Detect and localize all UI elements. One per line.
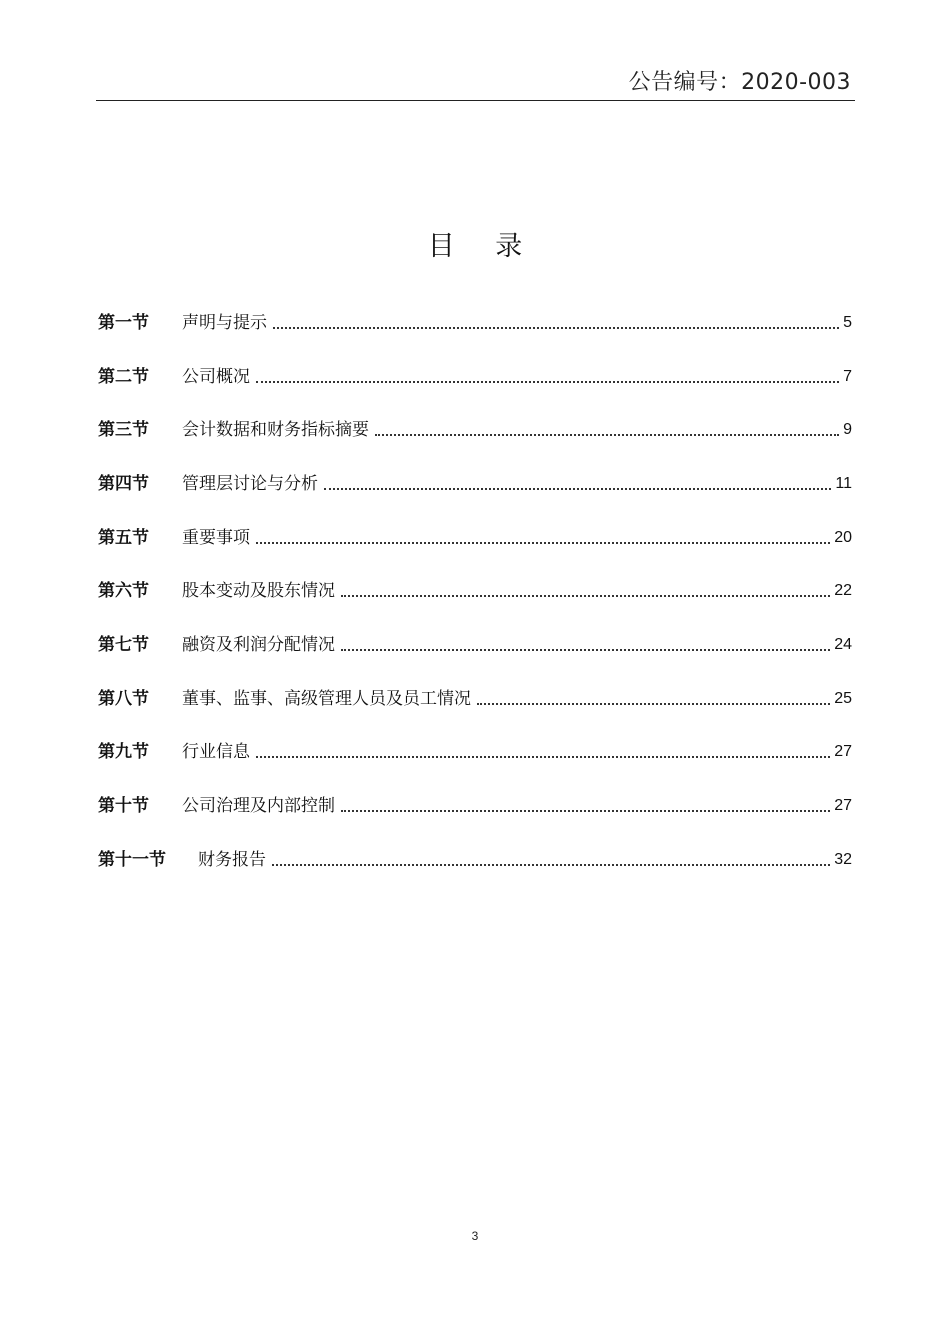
page-number: 3 [471,1229,479,1243]
toc-section-label: 第一节 [98,312,149,333]
toc-section-label: 第六节 [98,581,149,602]
toc-section-title: 融资及利润分配情况 [182,634,335,655]
toc-section-label: 第四节 [98,473,149,494]
page-header [96,68,855,101]
toc-entry-2[interactable] [98,350,852,404]
dot-leader [324,488,831,490]
toc-section-label: 第五节 [98,527,149,548]
dot-leader [477,703,830,705]
toc-page-number: 25 [834,689,852,707]
toc-section-title: 财务报告 [198,849,266,870]
dot-leader [256,756,830,758]
toc-page-number: 22 [834,582,852,600]
toc-entry-9[interactable] [98,726,852,780]
toc-entry-10[interactable] [98,779,852,833]
table-of-contents [98,296,852,887]
toc-entry-5[interactable] [98,511,852,565]
toc-section-label: 第八节 [98,688,149,709]
toc-section-label: 第七节 [98,634,149,655]
toc-section-title: 重要事项 [182,527,250,548]
toc-section-title: 行业信息 [182,742,250,763]
toc-section-title: 管理层讨论与分析 [182,473,318,494]
dot-leader [273,327,839,329]
toc-page-number: 11 [835,474,852,492]
toc-section-label: 第十节 [98,796,149,817]
toc-section-label: 第十一节 [98,849,166,870]
toc-page-number: 27 [834,743,852,761]
toc-page-number: 32 [834,850,852,868]
toc-section-title: 公司治理及内部控制 [182,796,335,817]
toc-page-number: 9 [843,421,852,439]
toc-entry-4[interactable] [98,457,852,511]
toc-entry-1[interactable] [98,296,852,350]
toc-title: 目 录 [427,231,539,262]
toc-page-number: 7 [843,367,852,385]
toc-section-title: 公司概况 [182,366,250,387]
dot-leader [341,649,830,651]
toc-entry-8[interactable] [98,672,852,726]
toc-page-number: 5 [843,313,852,331]
toc-entry-7[interactable] [98,618,852,672]
toc-section-label: 第二节 [98,366,149,387]
dot-leader [375,434,839,436]
announcement-number: 公告编号：2020-003 [628,70,851,95]
toc-page-number: 27 [834,797,852,815]
toc-page-number: 24 [834,635,852,653]
toc-section-title: 董事、监事、高级管理人员及员工情况 [182,688,471,709]
dot-leader [256,542,830,544]
toc-entry-3[interactable] [98,403,852,457]
toc-section-title: 会计数据和财务指标摘要 [182,420,369,441]
dot-leader [341,810,830,812]
toc-section-title: 股本变动及股东情况 [182,581,335,602]
toc-section-title: 声明与提示 [182,312,267,333]
dot-leader [272,864,830,866]
dot-leader [256,381,839,383]
toc-section-label: 第九节 [98,742,149,763]
toc-entry-11[interactable] [98,833,852,887]
toc-entry-6[interactable] [98,564,852,618]
dot-leader [341,595,830,597]
toc-page-number: 20 [834,528,852,546]
toc-section-label: 第三节 [98,420,149,441]
